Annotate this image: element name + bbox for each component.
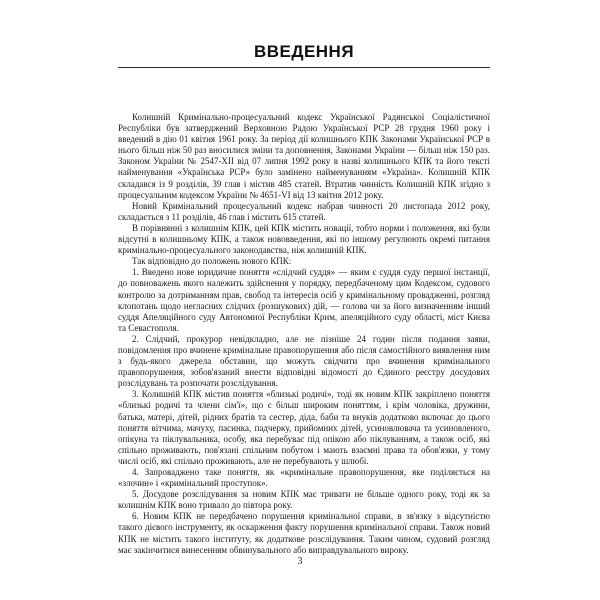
paragraph: 3. Колишній КПК містив поняття «близькі родичі», тоді як новим КПК закріплено поняття «близькі родичі та члени сім'ї», що є більш широким поняттям, і крім чоловіка, дружини, батька, матері, дітей, рідних братів та сестер, діда, баби та внуків додатково включає до цього поняття вітчима, мачуху, пасинка, падчерку, прийомних дітей, усиновлювача та усиновленого, опікуна та піклувальника, особу, яка перебуває під опікою або піклуванням, а також осіб, які спільно проживають, пов'язані спільним побутом і мають взаємні права та обов'язки, у тому числі осіб, які спільно проживають, але не перебувають у шлюбі.: [118, 389, 490, 466]
paragraph: Новий Кримінальний процесуальний кодекс набрав чинності 20 листопада 2012 року, складається з 11 розділів, 46 глав і містить 615 статей.: [118, 200, 490, 222]
paragraph: Так відповідно до положень нового КПК:: [132, 256, 292, 267]
paragraph: 2. Слідчий, прокурор невідкладно, але не пізніше 24 годин після подання заяви, повідомлення про вчинене кримінальне правопорушення або після самостійного виявлення ним з будь-якого джерела обставин, що можуть свідчити про вчинення кримінального правопорушення, зобов'язаний внести відповідні відомості до Єдиного реєстру досудових розслідувань та розпочати розслідування.: [118, 333, 490, 389]
body-text: [118, 112, 490, 556]
paragraph: 4. Запроваджено таке поняття, як «кримінальне правопорушення, яке поділяється на «злочин» і «кримінальний проступок».: [118, 467, 490, 489]
paragraph: В порівнянні з колишнім КПК, цей КПК містить новації, тобто норми і положення, які були відсутні в колишньому КПК, а також нововведення, які по іншому регулюють окремі питання кримінально-процесуального законодавства, ніж колишній КПК.: [118, 222, 490, 256]
paragraph: 5. Досудове розслідування за новим КПК має тривати не більше одного року, тоді як за колишнім КПК воно тривало до півтора року.: [118, 489, 490, 511]
paragraph: 1. Введено нове юридичне поняття «слідчий суддя» — яким є суддя суду першої інстанції, до повноважень якого належить здійснення у порядку, передбаченому цим Кодексом, судового контролю за дотриманням прав, свобод та інтересів осіб у кримінальному провадженні, розгляд клопотань щодо негласних слідчих (розшукових) дій, — голова чи за його визначенням інший суддя Апеляційного суду Автономної Республіки Крим, апеляційного суду області, міст Києва та Севастополя.: [118, 267, 490, 333]
page-title: ВВЕДЕННЯ: [253, 42, 355, 61]
title-underline: [118, 67, 490, 68]
paragraph: Колишній Кримінально-процесуальний кодекс Української Радянської Соціалістичної Республіки був затверджений Верховною Радою Української РСР 28 грудня 1960 року і введений в дію 01 квітня 1961 року. За період дії колишнього КПК Законами Української РСР в нього більш ніж 50 раз вносилися зміни та доповнення, Законами України — більш ніж 150 раз. Законом України № 2547-XII від 07 липня 1992 року в назві колишнього КПК та його тексті найменування «Українська РСР» було замінено найменуванням «Україна». Колишній КПК складався із 9 розділів, 39 глав і містив 485 статей. Втратив чинність Колишній КПК згідно з процесуальним кодексом України № 4651-VI від 13 квітня 2012 року.: [118, 112, 490, 200]
page-number: 3: [297, 556, 303, 567]
heading-block: [118, 42, 490, 68]
paragraph: 6. Новим КПК не передбачено порушення кримінальної справи, в зв'язку з відсутністю такого дієвого інструменту, як оскарження факту порушення кримінальної справи. Також новий КПК не містить такого інституту, як додаткове розслідування. Таким чином, судовий розгляд має закінчитися винесенням обвинувального або виправдувального вироку.: [118, 511, 490, 555]
